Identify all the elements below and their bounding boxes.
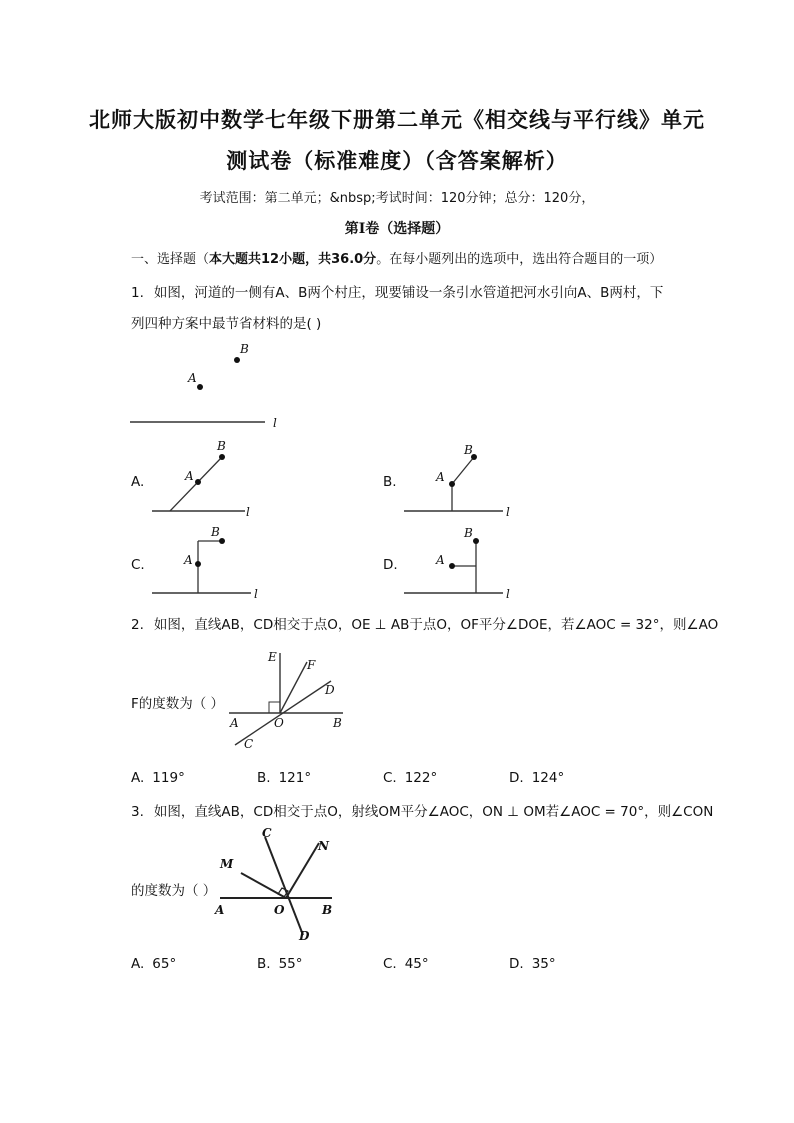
label-l: l [246,505,250,519]
section-bold: 本大题共12小题，共36.0分 [209,252,377,267]
label-O: O [274,716,284,730]
option-label: A. [131,474,145,490]
label-A: A [188,371,197,385]
option-value: 65° [152,956,177,972]
volume-heading: 第I卷（选择题） [344,221,450,237]
question-2-cont: F的度数为（ ） [131,696,225,712]
label-B: B [333,716,342,730]
option-label: B. [257,770,271,786]
question-2 [131,613,718,633]
label-A: A [185,469,194,483]
q3-option-a[interactable] [131,956,176,972]
question-number: 3. [131,804,144,820]
label-B: B [464,443,473,457]
label-C: C [244,737,254,751]
exam-info: 考试范围：第二单元；&nbsp;考试时间：120分钟；总分：120分， [199,191,595,206]
label-A: A [230,716,239,730]
question-number: 2. [131,617,144,633]
question-text: 如图，直线AB，CD相交于点O，OE ⊥ AB于点O，OF平分∠DOE，若∠AOC = 32°，则∠AO [153,617,719,633]
option-label: A. [131,770,145,786]
question-3 [131,800,713,820]
q3-option-c[interactable] [383,956,429,972]
question-text: 如图，直线AB，CD相交于点O，射线OM平分∠AOC，ON ⊥ OM若∠AOC = 70°，则∠CON [153,804,714,820]
label-A: A [184,553,193,567]
label-B: B [240,342,249,356]
label-D: D [299,929,310,943]
label-A: A [215,903,225,917]
question-number: 1. [131,285,144,301]
option-label: A. [131,956,145,972]
option-value: 119° [152,770,185,786]
option-label: D. [383,557,398,573]
q3-option-d[interactable] [509,956,556,972]
question-3-cont: 的度数为（ ） [131,883,217,899]
label-l: l [273,416,277,430]
q1-option-d-figure [402,522,522,602]
label-A: A [436,470,445,484]
option-label: C. [131,557,145,573]
label-E: E [268,650,277,664]
label-B: B [211,525,220,539]
option-value: 124° [531,770,565,786]
q2-option-c[interactable] [383,770,437,786]
q3-option-b[interactable] [257,956,303,972]
option-label: D. [509,956,524,972]
label-l: l [254,587,258,601]
option-value: 55° [278,956,303,972]
document-title-line2: 测试卷（标准难度）（含答案解析） [226,148,568,173]
option-value: 35° [531,956,556,972]
q2-option-b[interactable] [257,770,311,786]
option-label: C. [383,956,397,972]
question-1 [131,281,663,301]
label-l: l [506,505,510,519]
q1-option-c-figure [150,522,270,602]
option-value: 45° [404,956,429,972]
document-title-line1: 北师大版初中数学七年级下册第二单元《相交线与平行线》单元 [89,107,705,132]
q1-option-b-figure [402,440,522,520]
label-C: C [262,826,272,840]
q1-option-a-figure [150,440,260,520]
option-label: D. [509,770,524,786]
label-B: B [464,526,473,540]
label-A: A [436,553,445,567]
label-B: B [217,439,226,453]
label-B: B [322,903,333,917]
question-text: 如图，河道的一侧有A、B两个村庄，现要铺设一条引水管道把河水引向A、B两村，下 [153,285,664,301]
option-label: B. [257,956,271,972]
section-prefix: 一、选择题（ [131,252,210,267]
option-value: 122° [404,770,438,786]
q2-figure [225,645,355,755]
option-value: 121° [278,770,312,786]
q2-option-d[interactable] [509,770,564,786]
label-O: O [274,903,285,917]
q2-option-a[interactable] [131,770,185,786]
label-N: N [318,839,329,853]
q1-main-figure [125,340,295,440]
label-F: F [307,658,316,672]
section-suffix: 。在每小题列出的选项中，选出符合题目的一项） [376,252,663,267]
section-heading [131,248,662,267]
question-1-cont: 列四种方案中最节省材料的是( ) [131,316,322,332]
label-M: M [220,857,234,871]
option-label: C. [383,770,397,786]
option-label: B. [383,474,397,490]
label-l: l [506,587,510,601]
label-D: D [325,683,335,697]
q3-figure [212,825,342,945]
